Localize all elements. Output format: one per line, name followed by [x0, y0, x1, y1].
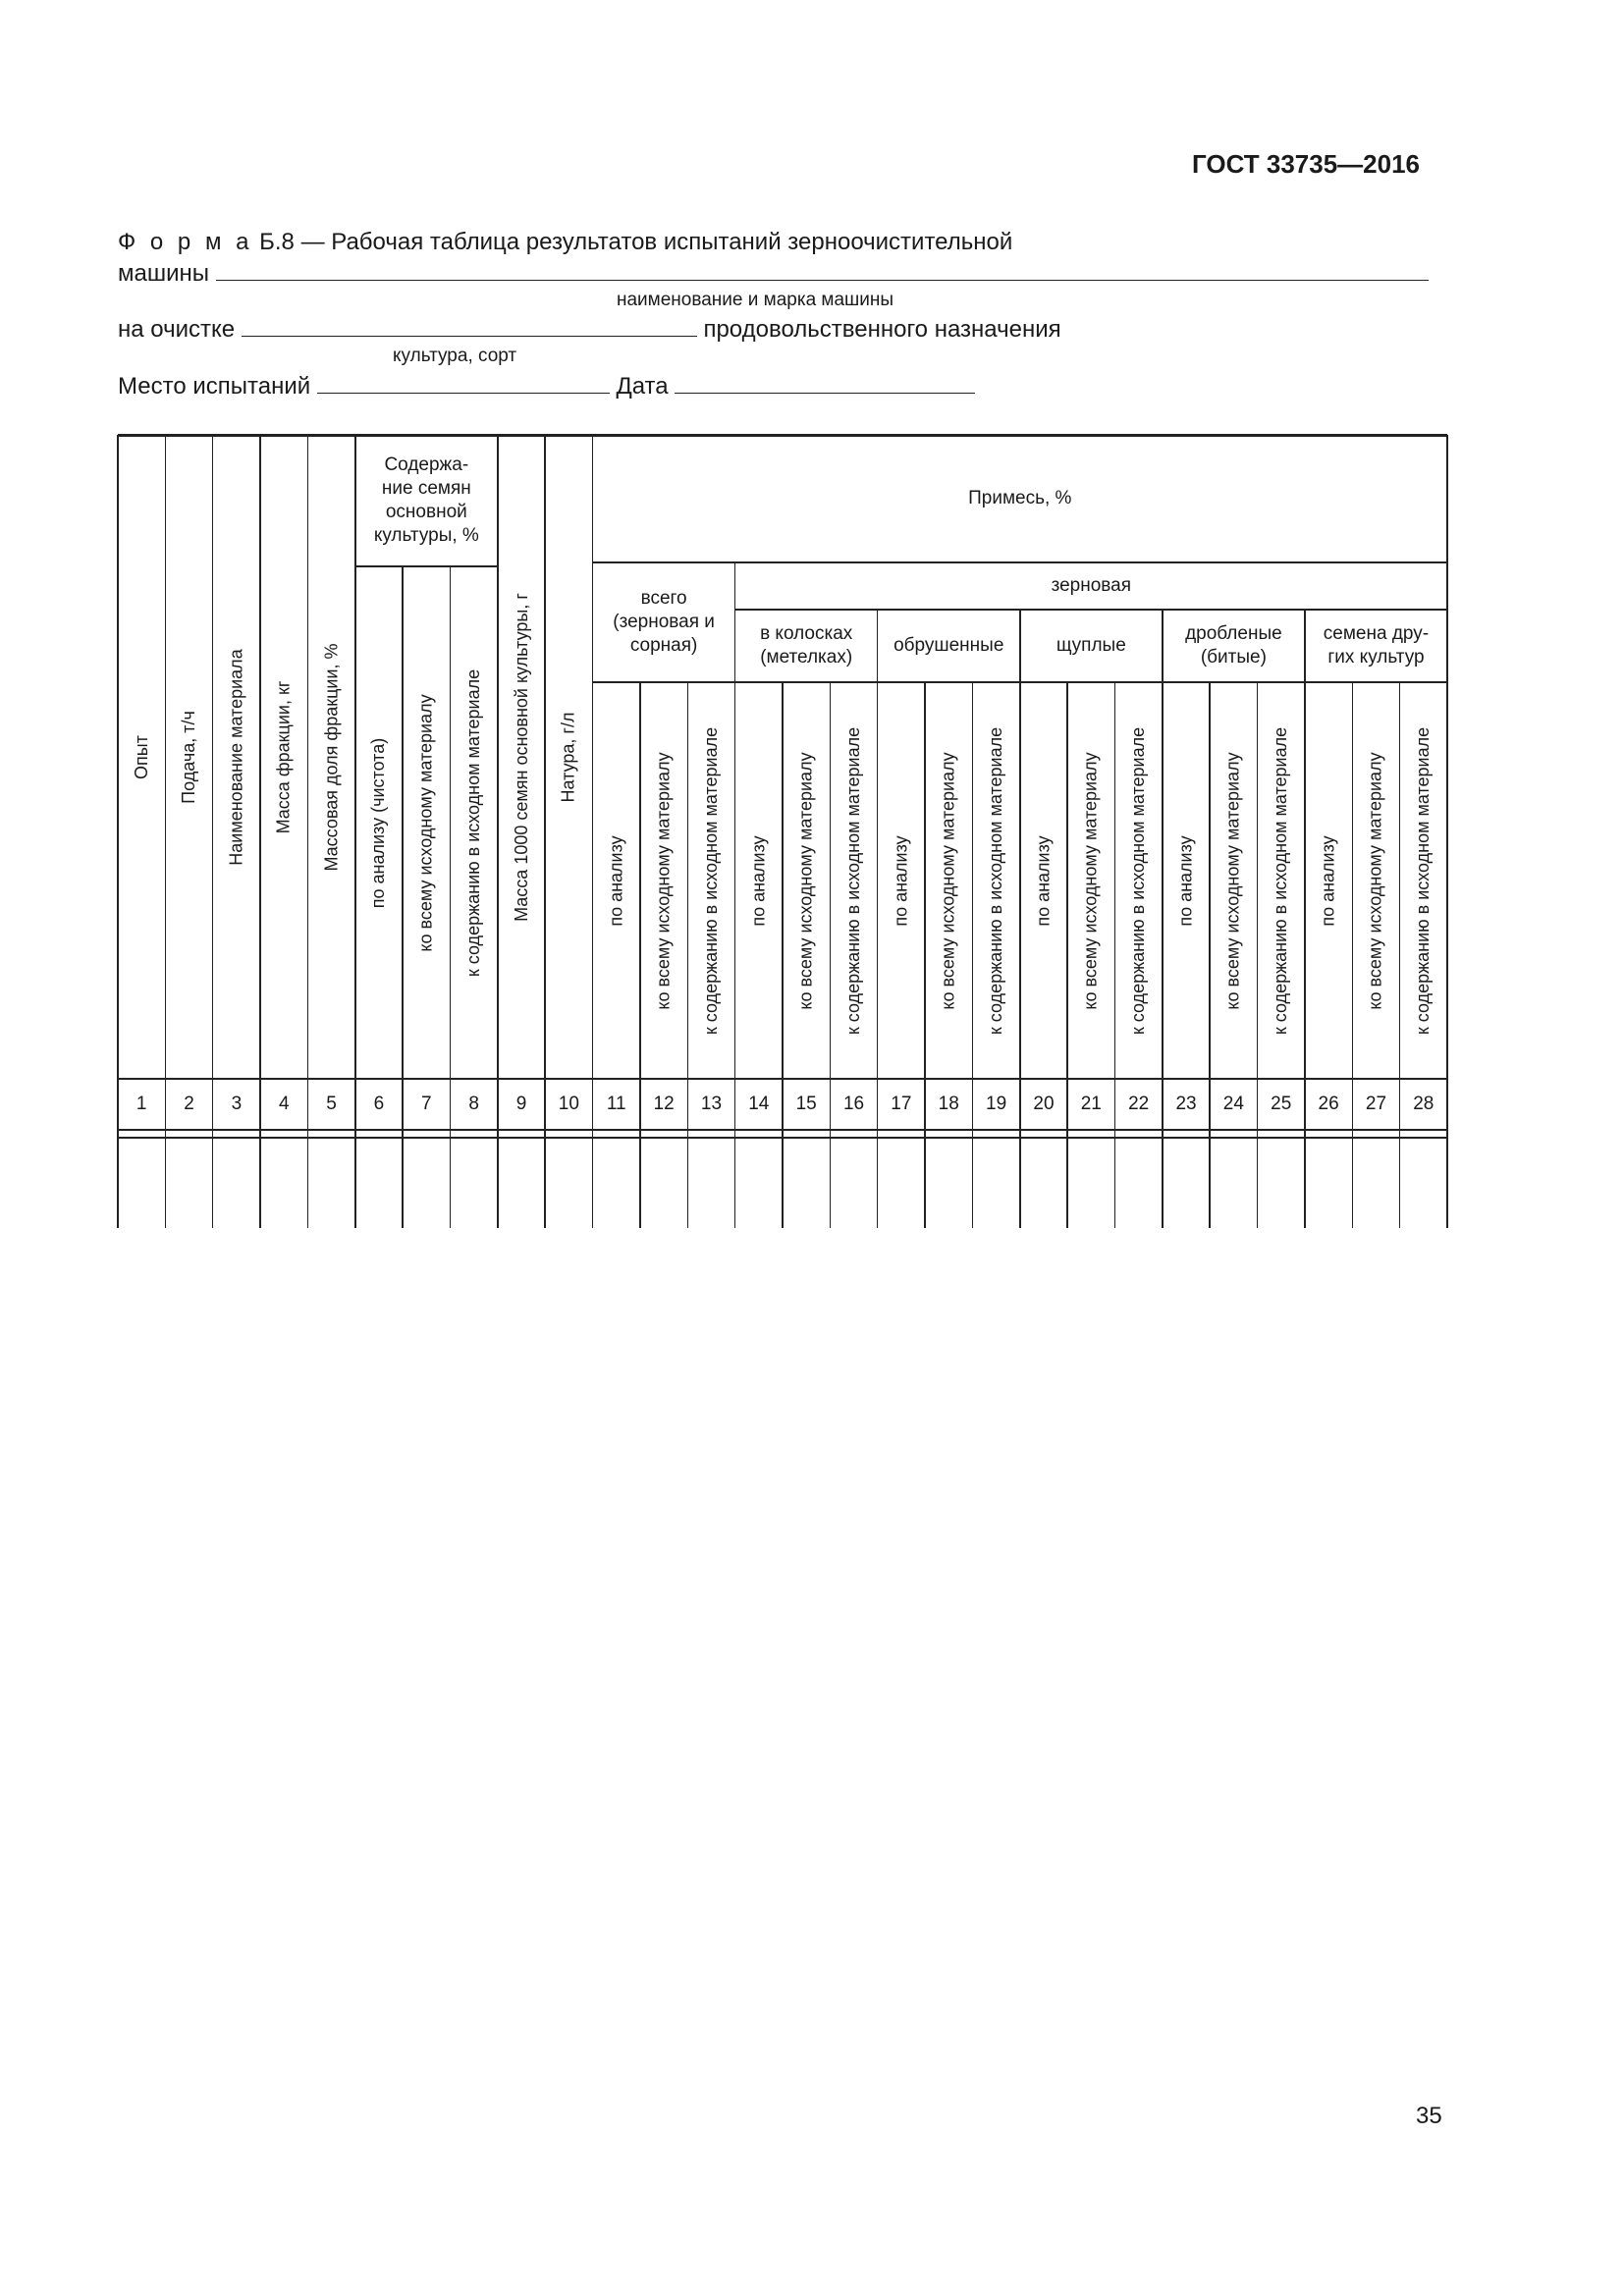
header-col-8 [451, 566, 498, 1079]
culture-field[interactable] [242, 314, 697, 337]
column-number: 28 [1413, 1094, 1435, 1114]
header-col-2-label: Подача, т/ч [179, 710, 199, 804]
machine-caption: наименование и марка машины [617, 290, 894, 310]
data-cell[interactable] [1163, 1139, 1210, 1228]
data-cell[interactable] [640, 1139, 687, 1228]
form-title [118, 228, 1012, 257]
column-number: 13 [700, 1094, 723, 1114]
header-col-10 [545, 435, 592, 1079]
data-cell[interactable] [1020, 1139, 1067, 1228]
header-col-14-label: по анализу [748, 834, 769, 927]
document-code: ГОСТ 33735—2016 [1192, 149, 1420, 179]
column-number: 4 [278, 1094, 290, 1114]
header-col-7 [403, 566, 450, 1079]
header-col-1 [118, 435, 165, 1079]
header-col-8-label: к содержанию в исходном материале [463, 668, 484, 977]
header-col-12-label: ко всему исходному материалу [653, 751, 674, 1010]
column-number: 24 [1222, 1094, 1244, 1114]
data-cell[interactable] [118, 1139, 165, 1228]
header-grain-group-1: в колосках (метелках) [760, 623, 853, 667]
data-cell[interactable] [1305, 1139, 1352, 1228]
column-number: 3 [231, 1094, 243, 1114]
data-cell[interactable] [260, 1139, 307, 1228]
data-cell[interactable] [1210, 1139, 1257, 1228]
data-cell[interactable] [783, 1139, 830, 1228]
header-col-27 [1352, 682, 1399, 1079]
header-col-15 [783, 682, 830, 1079]
header-col-25-label: к содержанию в исходном материале [1271, 726, 1291, 1035]
data-cell[interactable] [545, 1139, 592, 1228]
header-col-13-label: к содержанию в исходном материале [700, 726, 721, 1035]
data-cell[interactable] [1400, 1139, 1447, 1228]
column-number: 11 [606, 1094, 626, 1114]
header-grain: зерновая [1051, 575, 1132, 596]
cleaning-label: на очистке [118, 316, 236, 343]
data-cell[interactable] [403, 1139, 450, 1228]
header-col-24-label: ко всему исходному материалу [1222, 751, 1243, 1010]
header-col-6 [355, 566, 403, 1079]
header-grain-group-5: семена дру- гих культур [1323, 623, 1430, 667]
place-label: Место испытаний [118, 373, 311, 400]
data-cell[interactable] [1258, 1139, 1305, 1228]
data-cell[interactable] [972, 1139, 1019, 1228]
data-cell[interactable] [165, 1139, 212, 1228]
machine-line [118, 258, 1429, 289]
column-number: 8 [468, 1094, 479, 1114]
machine-field[interactable] [216, 258, 1429, 281]
header-col-28-label: к содержанию в исходном материале [1413, 726, 1434, 1035]
place-date-line [118, 371, 975, 401]
column-number: 25 [1271, 1094, 1292, 1114]
machine-label: машины [118, 260, 210, 287]
header-col-23-label: по анализу [1175, 834, 1196, 927]
header-col-14 [735, 682, 783, 1079]
header-col-24 [1210, 682, 1257, 1079]
header-col-9-label: Масса 1000 семян основной культуры, г [511, 592, 531, 922]
header-col-5-label: Массовая доля фракции, % [321, 642, 342, 872]
header-col-17-label: по анализу [891, 834, 911, 927]
header-col-23 [1163, 682, 1210, 1079]
header-impurity-total: всего (зерновая и сорная) [613, 588, 715, 656]
header-col-22 [1115, 682, 1163, 1079]
data-cell[interactable] [498, 1139, 545, 1228]
header-col-19 [972, 682, 1019, 1079]
header-col-21 [1067, 682, 1114, 1079]
header-col-7-label: ко всему исходному материалу [415, 693, 436, 952]
header-col-25 [1258, 682, 1305, 1079]
header-seed-content: Содержа- ние семян основной культуры, % [373, 454, 479, 546]
column-number: 22 [1128, 1094, 1150, 1114]
header-col-1-label: Опыт [131, 734, 151, 779]
header-col-20 [1020, 682, 1067, 1079]
date-field[interactable] [675, 371, 975, 394]
header-col-4 [260, 435, 307, 1079]
data-cell[interactable] [1067, 1139, 1114, 1228]
data-cell[interactable] [355, 1139, 403, 1228]
header-col-21-label: ко всему исходному материалу [1080, 751, 1101, 1010]
header-col-16 [830, 682, 877, 1079]
header-col-20-label: по анализу [1033, 834, 1054, 927]
header-col-6-label: по анализу (чистота) [368, 737, 389, 908]
column-number: 18 [938, 1094, 959, 1114]
header-col-9 [498, 435, 545, 1079]
data-cell[interactable] [925, 1139, 972, 1228]
data-cell[interactable] [593, 1139, 640, 1228]
column-number: 6 [373, 1094, 385, 1114]
data-cell[interactable] [878, 1139, 925, 1228]
column-number: 17 [891, 1094, 912, 1114]
culture-caption: культура, сорт [393, 346, 517, 366]
header-grain-group-2: обрушенные [893, 635, 1004, 656]
data-cell[interactable] [735, 1139, 783, 1228]
column-number: 26 [1318, 1094, 1339, 1114]
place-field[interactable] [317, 371, 610, 394]
data-cell[interactable] [687, 1139, 734, 1228]
header-col-3 [213, 435, 260, 1079]
header-grain-group-4: дробленые (битые) [1185, 623, 1282, 667]
header-col-26-label: по анализу [1318, 834, 1338, 927]
cleaning-suffix: продовольственного назначения [703, 316, 1061, 343]
data-cell[interactable] [1352, 1139, 1399, 1228]
header-col-15-label: ко всему исходному материалу [795, 751, 816, 1010]
header-col-10-label: Натура, г/л [558, 712, 578, 802]
column-number: 27 [1365, 1094, 1387, 1114]
header-col-27-label: ко всему исходному материалу [1365, 751, 1385, 1010]
column-number: 23 [1175, 1094, 1197, 1114]
header-col-12 [640, 682, 687, 1079]
header-col-18 [925, 682, 972, 1079]
header-col-28 [1400, 682, 1447, 1079]
header-col-18-label: ко всему исходному материалу [938, 751, 958, 1010]
header-grain-group-3: щуплые [1056, 635, 1126, 656]
data-cell[interactable] [830, 1139, 877, 1228]
data-cell[interactable] [451, 1139, 498, 1228]
form-title-text: Б.8 — Рабочая таблица результатов испытаний зерноочистительной [252, 229, 1013, 255]
header-col-13 [687, 682, 734, 1079]
page-number: 35 [1416, 2103, 1442, 2129]
column-number: 15 [795, 1094, 817, 1114]
header-col-26 [1305, 682, 1352, 1079]
column-number: 1 [135, 1094, 147, 1114]
column-number: 19 [986, 1094, 1007, 1114]
header-col-11 [593, 682, 640, 1079]
header-col-16-label: к содержанию в исходном материале [843, 726, 864, 1035]
header-col-17 [878, 682, 925, 1079]
header-col-3-label: Наименование материала [226, 648, 246, 866]
header-impurity: Примесь, % [968, 488, 1072, 508]
header-col-11-label: по анализу [606, 834, 626, 927]
data-cell[interactable] [307, 1139, 354, 1228]
column-number: 2 [184, 1094, 194, 1114]
column-number: 21 [1080, 1094, 1102, 1114]
column-number: 10 [558, 1094, 579, 1114]
column-number: 14 [748, 1094, 770, 1114]
header-col-22-label: к содержанию в исходном материале [1128, 726, 1149, 1035]
header-col-19-label: к содержанию в исходном материале [986, 726, 1006, 1035]
column-number: 16 [842, 1094, 865, 1114]
data-cell[interactable] [1115, 1139, 1163, 1228]
form-title-prefix: Ф о р м а [118, 229, 253, 255]
column-number: 20 [1033, 1094, 1055, 1114]
column-number: 12 [653, 1094, 675, 1114]
column-number: 9 [515, 1094, 527, 1114]
cleaning-line [118, 314, 1061, 345]
data-cell[interactable] [213, 1139, 260, 1228]
column-number: 5 [326, 1094, 337, 1114]
header-col-2 [165, 435, 212, 1079]
column-number: 7 [421, 1094, 432, 1114]
results-table [118, 435, 1447, 1228]
header-col-4-label: Масса фракции, кг [273, 680, 294, 833]
header-col-5 [307, 435, 354, 1079]
date-label: Дата [616, 373, 669, 400]
